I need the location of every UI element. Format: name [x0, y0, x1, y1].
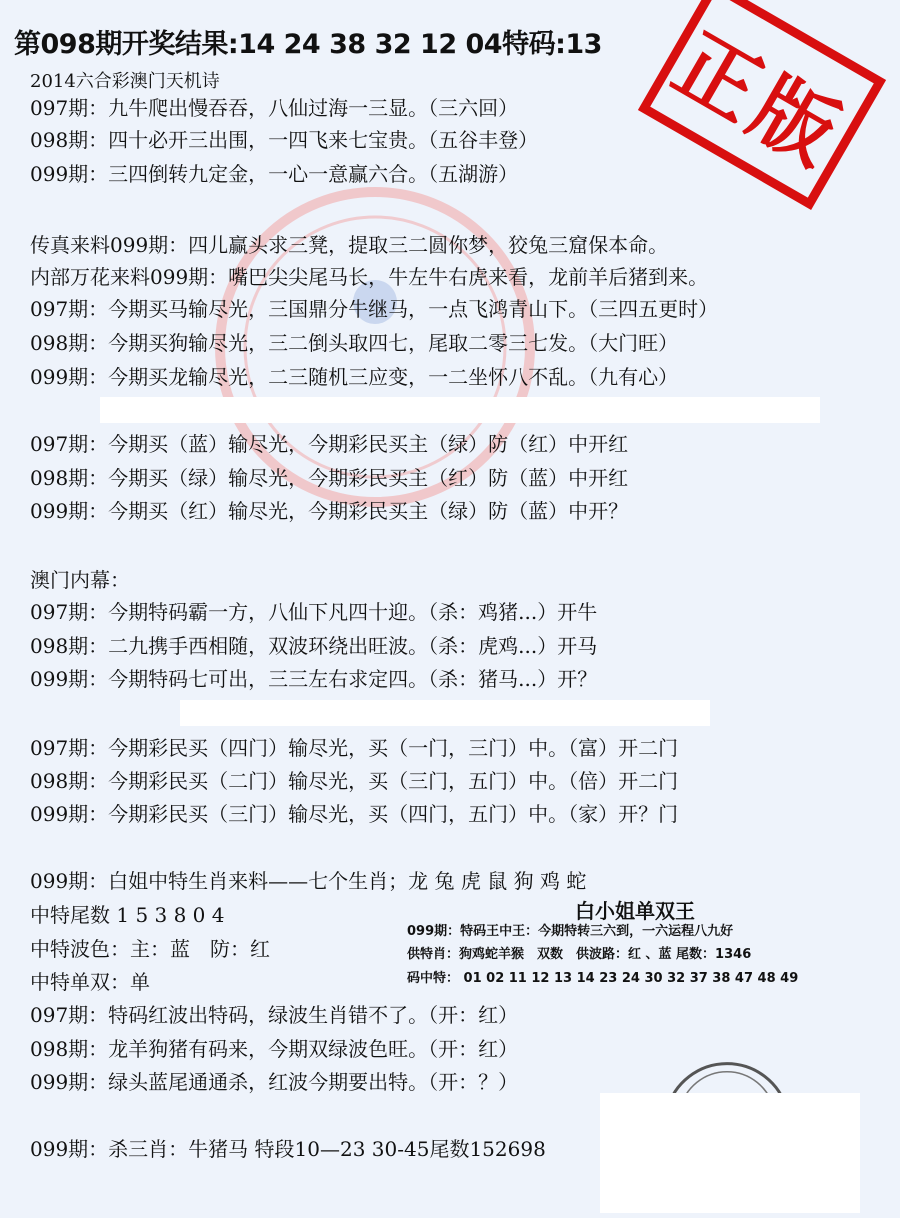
wave-line: 中特波色：主：蓝 防：红 [30, 937, 270, 961]
box-line: 供特肖：狗鸡蛇羊猴 双数 供波路：红 、蓝 尾数：1346 [407, 947, 752, 962]
door-line: 099期：今期彩民买（三门）输尽光，买（四门，五门）中。（家）开？门 [30, 802, 679, 826]
kill-line: 099期：杀三肖：牛猪马 特段10—23 30-45尾数152698 [30, 1137, 546, 1161]
door-line: 097期：今期彩民买（四门）输尽光，买（一门，三门）中。（富）开二门 [30, 736, 679, 760]
poem-line: 098期：四十必开三出围，一四飞来七宝贵。（五谷丰登） [30, 128, 539, 152]
macau-line: 097期：今期特码霸一方，八仙下凡四十迎。（杀：鸡猪...）开牛 [30, 600, 598, 624]
macau-line: 098期：二九携手西相随，双波环绕出旺波。（杀：虎鸡...）开马 [30, 634, 598, 658]
wave-verse-line: 097期：特码红波出特码，绿波生肖错不了。（开：红） [30, 1003, 519, 1027]
wave-verse-line: 098期：龙羊狗猪有码来，今期双绿波色旺。（开：红） [30, 1037, 519, 1061]
white-band [100, 397, 820, 423]
odd-even-line: 中特单双：单 [30, 970, 150, 994]
draw-result-header: 第098期开奖结果:14 24 38 32 12 04特码:13 [14, 29, 602, 60]
poem-title: 2014六合彩澳门天机诗 [30, 71, 220, 92]
white-band [180, 700, 710, 726]
door-line: 098期：今期彩民买（二门）输尽光，买（三门，五门）中。（倍）开二门 [30, 769, 679, 793]
color-line: 099期：今期买（红）输尽光，今期彩民买主（绿）防（蓝）中开？ [30, 499, 629, 523]
authentic-stamp: 正版 [638, 0, 886, 210]
macau-title: 澳门内幕： [30, 568, 130, 592]
loss-line: 098期：今期买狗输尽光，三二倒头取四七，尾取二零三七发。（大门旺） [30, 331, 679, 355]
fax-line: 传真来料099期：四儿赢头求三凳，提取三二圆你梦，狡兔三窟保本命。 [30, 233, 669, 257]
box-line: 099期：特码王中王：今期特转三六到，一六运程八九好 [407, 924, 734, 939]
poem-line: 097期：九牛爬出慢吞吞，八仙过海一三显。（三六回） [30, 96, 519, 120]
color-line: 097期：今期买（蓝）输尽光，今期彩民买主（绿）防（红）中开红 [30, 432, 629, 456]
box-line: 码中特： 01 02 11 12 13 14 23 24 30 32 37 38 47 48 49 [407, 971, 799, 986]
color-line: 098期：今期买（绿）输尽光，今期彩民买主（红）防（蓝）中开红 [30, 466, 629, 490]
white-band [600, 1093, 860, 1213]
inner-line: 内部万花来料099期：嘴巴尖尖尾马长，牛左牛右虎来看，龙前羊后猪到来。 [30, 265, 709, 289]
loss-line: 099期：今期买龙输尽光，二三随机三应变，一二坐怀八不乱。（九有心） [30, 365, 679, 389]
tail-line: 中特尾数 1 5 3 8 0 4 [30, 903, 225, 927]
zodiac-line: 099期：白姐中特生肖来料——七个生肖；龙 兔 虎 鼠 狗 鸡 蛇 [30, 869, 587, 893]
macau-line: 099期：今期特码七可出，三三左右求定四。（杀：猪马...）开？ [30, 667, 598, 691]
poem-line: 099期：三四倒转九定金，一心一意赢六合。（五湖游） [30, 162, 519, 186]
loss-line: 097期：今期买马输尽光，三国鼎分牛继马，一点飞鸿青山下。（三四五更时） [30, 297, 719, 321]
wave-verse-line: 099期：绿头蓝尾通通杀，红波今期要出特。（开：？） [30, 1070, 519, 1094]
box-title: 白小姐单双王 [575, 899, 695, 923]
